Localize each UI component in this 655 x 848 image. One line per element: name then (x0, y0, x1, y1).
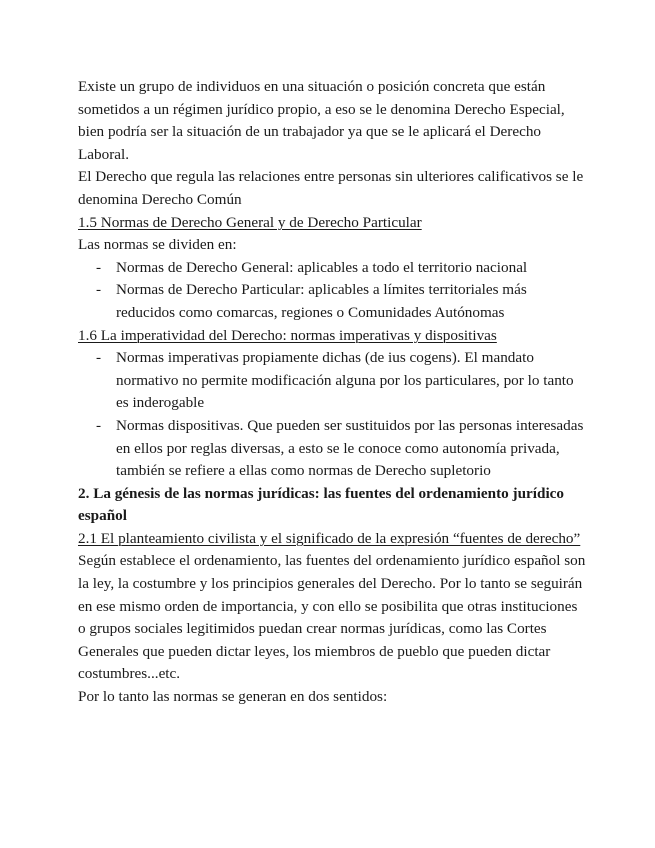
heading-1-6: 1.6 La imperatividad del Derecho: normas imperativas y dispositivas (78, 326, 497, 344)
list-item (96, 415, 588, 483)
list-dash: - (96, 416, 102, 434)
list-dash: - (96, 258, 102, 276)
list-dash: - (96, 281, 102, 299)
paragraph-derecho-especial: Existe un grupo de individuos en una situación o posición concreta que están sometidos a un régimen jurídico propio, a eso se le denomina Derecho Especial, bien podría ser la situación de un trabajador ya que se le aplicará el Derecho Laboral. (78, 78, 565, 163)
list-derecho-general-particular (78, 257, 588, 325)
paragraph-derecho-comun: El Derecho que regula las relaciones entre personas sin ulteriores calificativos se le denomina Derecho Común (78, 168, 584, 208)
paragraph-normas-se-dividen: Las normas se dividen en: (78, 236, 237, 254)
heading-2-1: 2.1 El planteamiento civilista y el significado de la expresión “fuentes de derecho” (78, 529, 581, 547)
list-item-text: Normas dispositivas. Que pueden ser sustituidos por las personas interesadas en ellos por reglas diversas, a esto se le conoce como autonomía privada, también se refiere a ellas como normas de Derecho supletorio (116, 416, 584, 480)
paragraph-dos-sentidos: Por lo tanto las normas se generan en dos sentidos: (78, 688, 388, 706)
list-item-text: Normas imperativas propiamente dichas (de ius cogens). El mandato normativo no permite modificación alguna por los particulares, por lo tanto es inderogable (116, 349, 574, 412)
list-dash: - (96, 349, 102, 367)
list-item-text: Normas de Derecho General: aplicables a todo el territorio nacional (116, 258, 528, 276)
list-item (96, 257, 588, 280)
paragraph-fuentes: Según establece el ordenamiento, las fuentes del ordenamiento jurídico español son la ley, la costumbre y los principios generales del Derecho. Por lo tanto se seguirán en ese mismo orden de importancia, y con ello se posibilita que otras instituciones o grupos sociales legitimidos puedan crear normas jurídicas, como las Cortes Generales que pueden dictar leyes, los miembros de pueblo que pueden dictar costumbres...etc. (78, 552, 586, 683)
heading-1-5: 1.5 Normas de Derecho General y de Derecho Particular (78, 213, 422, 231)
list-imperativas-dispositivas (78, 347, 588, 483)
list-item (96, 347, 588, 415)
list-item (96, 279, 588, 324)
heading-2: 2. La génesis de las normas jurídicas: las fuentes del ordenamiento jurídico español (78, 484, 564, 525)
document-page (78, 76, 588, 709)
list-item-text: Normas de Derecho Particular: aplicables a límites territoriales más reducidos como comarcas, regiones o Comunidades Autónomas (116, 281, 527, 321)
